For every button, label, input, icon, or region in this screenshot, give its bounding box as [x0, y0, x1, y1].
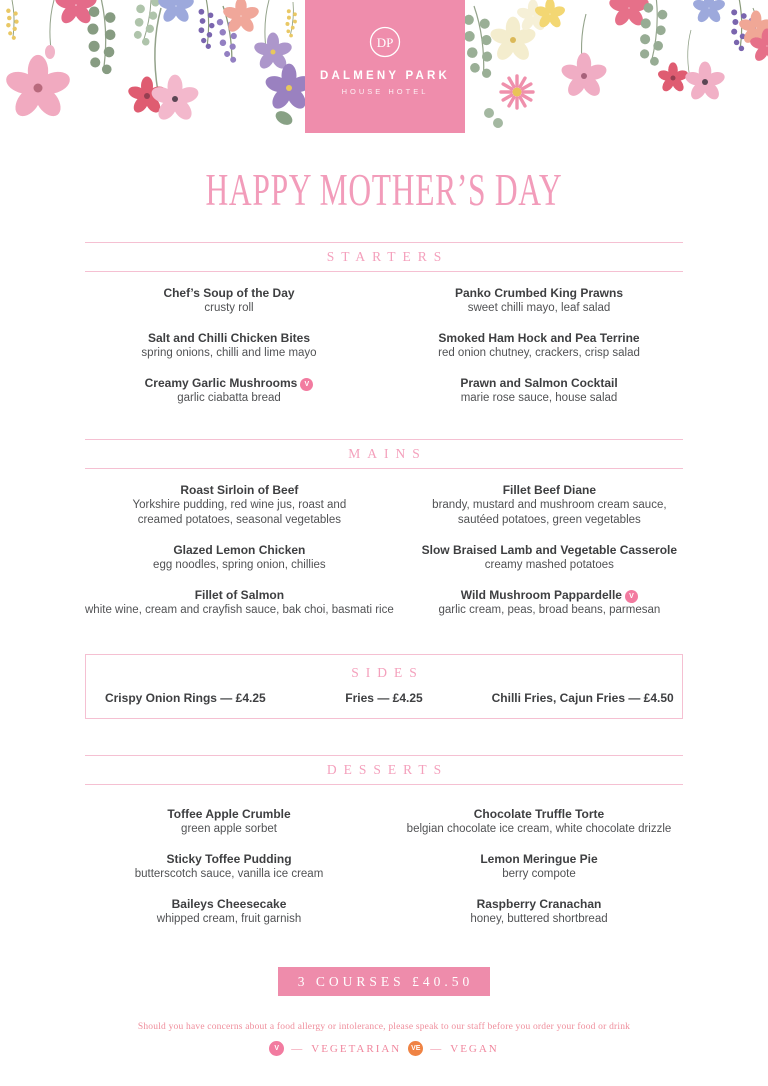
legend-label-vegetarian: VEGETARIAN	[311, 1042, 402, 1055]
section-header-desserts	[85, 755, 683, 785]
allergy-note: Should you have concerns about a food allergy or intolerance, please speak to our staff before you order your food or drink	[137, 1022, 631, 1032]
brand-name: DALMENY PARK	[320, 70, 450, 82]
desserts-heading: DESSERTS	[326, 762, 449, 777]
brand-logo-box	[305, 0, 465, 133]
menu-item: Panko Crumbed King Prawns sweet chilli mayo, leaf salad	[454, 286, 624, 314]
sides-items	[86, 691, 682, 705]
side-item: Fries — £4.25	[345, 691, 423, 705]
side-item: Crispy Onion Rings — £4.25	[104, 691, 266, 705]
menu-item: Raspberry Cranachan honey, buttered shortbread	[470, 897, 608, 925]
legend-label-vegan: VEGAN	[450, 1042, 499, 1055]
menu-item: Toffee Apple Crumble green apple sorbet	[167, 807, 291, 835]
menu-body	[85, 242, 683, 927]
menu-item: Slow Braised Lamb and Vegetable Casserole creamy mashed potatoes	[421, 543, 678, 571]
menu-item: Baileys Cheesecake whipped cream, fruit garnish	[156, 897, 302, 925]
section-header-starters	[85, 242, 683, 272]
mains-heading: MAINS	[348, 446, 427, 461]
vegetarian-badge-icon: V	[300, 378, 313, 391]
header-decoration	[0, 0, 768, 148]
dietary-legend	[0, 1041, 768, 1056]
menu-item: Smoked Ham Hock and Pea Terrine red onion chutney, crackers, crisp salad	[438, 331, 640, 359]
section-header-sides	[86, 664, 682, 682]
svg-text:DP: DP	[376, 35, 394, 50]
mains-grid	[85, 482, 683, 618]
menu-item: Salt and Chilli Chicken Bites spring onions, chilli and lime mayo	[141, 331, 317, 359]
menu-item: Fillet of Salmon white wine, cream and crayfish sauce, bak choi, basmati rice	[85, 588, 394, 616]
menu-item: Lemon Meringue Pie berry compote	[480, 852, 598, 880]
brand-subtitle: HOUSE HOTEL	[341, 87, 429, 96]
sides-section-box	[85, 654, 683, 719]
side-item: Chilli Fries, Cajun Fries — £4.50	[491, 691, 674, 705]
starters-grid	[85, 285, 683, 406]
menu-item: Prawn and Salmon Cocktail marie rose sauce, house salad	[460, 376, 618, 404]
brand-monogram-icon	[365, 22, 405, 62]
page-title: HAPPY MOTHER’S DAY	[205, 165, 563, 215]
menu-item: Sticky Toffee Pudding butterscotch sauce, vanilla ice cream	[134, 852, 324, 880]
menu-item: Glazed Lemon Chicken egg noodles, spring onion, chillies	[153, 543, 326, 571]
menu-item: Chocolate Truffle Torte belgian chocolate ice cream, white chocolate drizzle	[406, 807, 672, 835]
legend-separator: —	[291, 1042, 305, 1055]
vegetarian-badge-icon: V	[269, 1041, 284, 1056]
menu-item: Fillet Beef Diane brandy, mustard and mushroom cream sauce, sautéed potatoes, green vegetables	[432, 483, 667, 526]
vegan-badge-icon: VE	[408, 1041, 423, 1056]
vegetarian-badge-icon: V	[625, 590, 638, 603]
menu-item: Creamy Garlic Mushrooms V garlic ciabatta bread	[85, 375, 373, 406]
menu-item: Chef’s Soup of the Day crusty roll	[163, 286, 295, 314]
legend-separator: —	[430, 1042, 444, 1055]
menu-item: Wild Mushroom Pappardelle V garlic cream, peas, broad beans, parmesan	[438, 588, 661, 616]
price-banner: 3 COURSES £40.50	[278, 967, 490, 996]
section-header-mains	[85, 439, 683, 469]
starters-heading: STARTERS	[326, 249, 449, 264]
desserts-grid	[85, 806, 683, 927]
menu-item: Roast Sirloin of Beef Yorkshire pudding, red wine jus, roast and creamed potatoes, seasonal vegetables	[132, 483, 347, 526]
sides-heading: SIDES	[351, 665, 424, 680]
